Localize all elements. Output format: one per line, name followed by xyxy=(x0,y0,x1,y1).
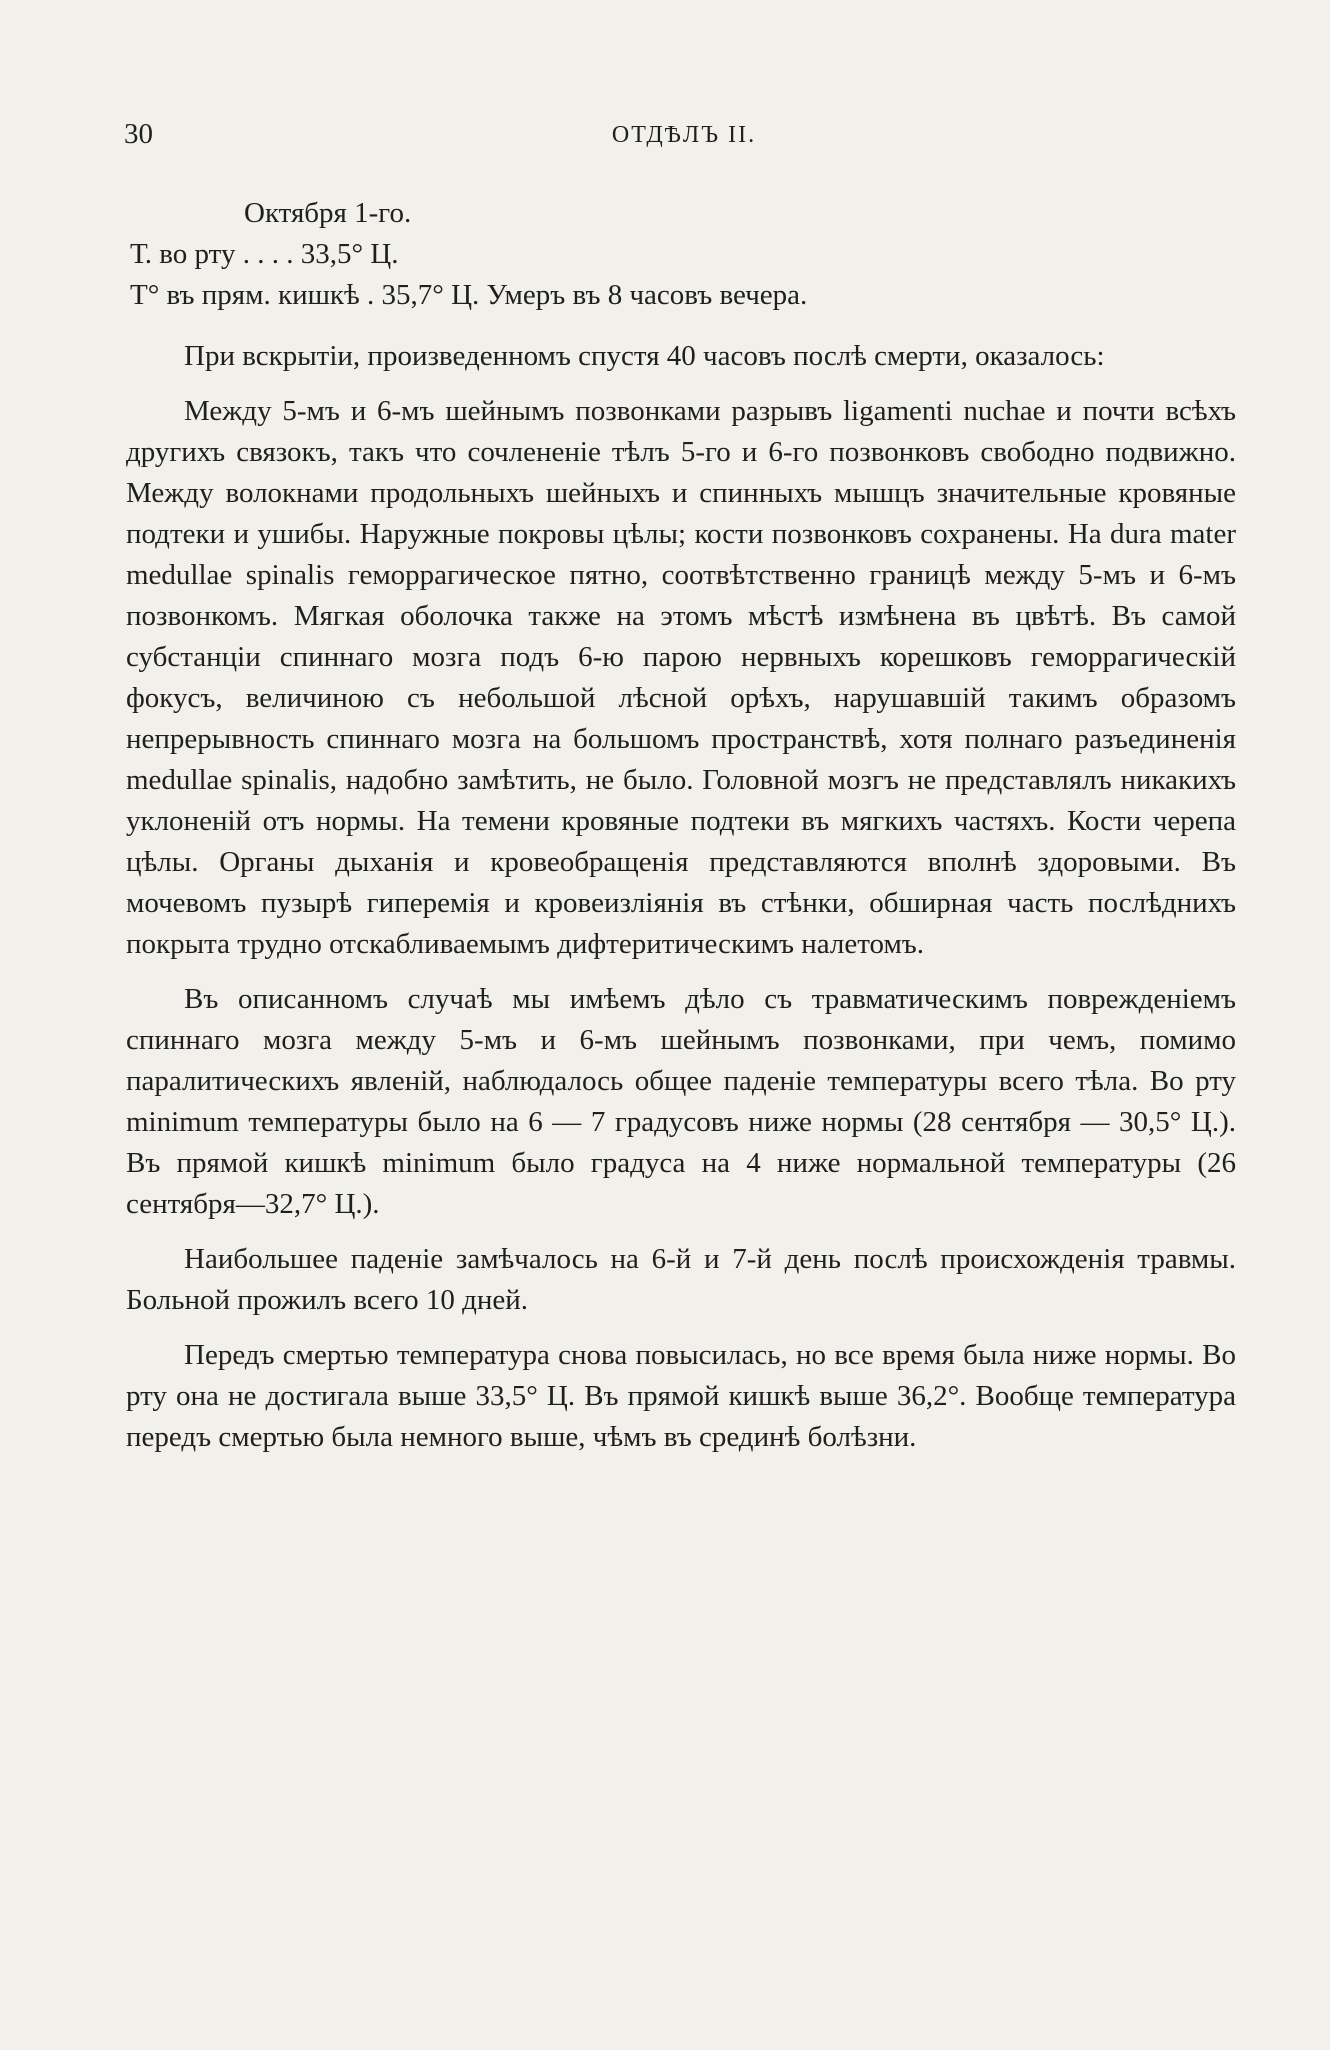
log-mouth-temperature: Т. во рту . . . . 33,5° Ц. xyxy=(130,238,399,270)
body-text xyxy=(126,193,1236,1458)
paragraph-greatest-drop: Наибольшее паденіе замѣчалось на 6-й и 7-й день послѣ происхожденія травмы. Больной прожилъ всего 10 дней. xyxy=(126,1243,1236,1316)
log-rectal-temperature: Т° въ прям. кишкѣ . 35,7° Ц. Умеръ въ 8 часовъ вечера. xyxy=(130,279,808,311)
paragraph-before-death: Передъ смертью температура снова повысилась, но все время была ниже нормы. Во рту она не достигала выше 33,5° Ц. Въ прямой кишкѣ выше 36,2°. Вообще температура передъ смертью была немного выше, чѣмъ въ срединѣ болѣзни. xyxy=(126,1339,1236,1453)
log-date: Октября 1-го. xyxy=(244,197,412,229)
page-header xyxy=(124,118,1244,158)
paragraph-autopsy-intro: При вскрытіи, произведенномъ спустя 40 часовъ послѣ смерти, оказалось: xyxy=(184,340,1105,372)
page-number: 30 xyxy=(124,118,153,150)
paragraph-autopsy-findings: Между 5-мъ и 6-мъ шейнымъ позвонками разрывъ ligamenti nuchae и почти всѣхъ другихъ связокъ, такъ что сочлененіе тѣлъ 5-го и 6-го позвонковъ свободно подвижно. Между волокнами продольныхъ шейныхъ и спинныхъ мышцъ значительные кровяные подтеки и ушибы. Наружные покровы цѣлы; кости позвонковъ сохранены. На dura mater medullae spinalis геморрагическое пятно, соотвѣтственно границѣ между 5-мъ и 6-мъ позвонкомъ. Мягкая оболочка также на этомъ мѣстѣ измѣнена въ цвѣтѣ. Въ самой субстанціи спиннаго мозга подъ 6-ю парою нервныхъ корешковъ геморрагическій фокусъ, величиною съ небольшой лѣсной орѣхъ, нарушавшій такимъ образомъ непрерывность спиннаго мозга на большомъ пространствѣ, хотя полнаго разъединенія medullae spinalis, надобно замѣтить, не было. Головной мозгъ не представлялъ никакихъ уклоненій отъ нормы. На темени кровяные подтеки въ мягкихъ частяхъ. Кости черепа цѣлы. Органы дыханія и кровеобращенія представляются вполнѣ здоровыми. Въ мочевомъ пузырѣ гиперемія и кровеизліянія въ стѣнки, обширная часть послѣднихъ покрыта трудно отскабливаемымъ дифтеритическимъ налетомъ. xyxy=(126,395,1236,960)
running-head: ОТДѢЛЪ II. xyxy=(611,122,757,148)
paragraph-case-discussion: Въ описанномъ случаѣ мы имѣемъ дѣло съ травматическимъ поврежденіемъ спиннаго мозга между 5-мъ и 6-мъ шейнымъ позвонками, при чемъ, помимо паралитическихъ явленій, наблюдалось общее паденіе температуры всего тѣла. Во рту minimum температуры было на 6 — 7 градусовъ ниже нормы (28 сентября — 30,5° Ц.). Въ прямой кишкѣ minimum было градуса на 4 ниже нормальной температуры (26 сентября—32,7° Ц.). xyxy=(126,983,1236,1220)
